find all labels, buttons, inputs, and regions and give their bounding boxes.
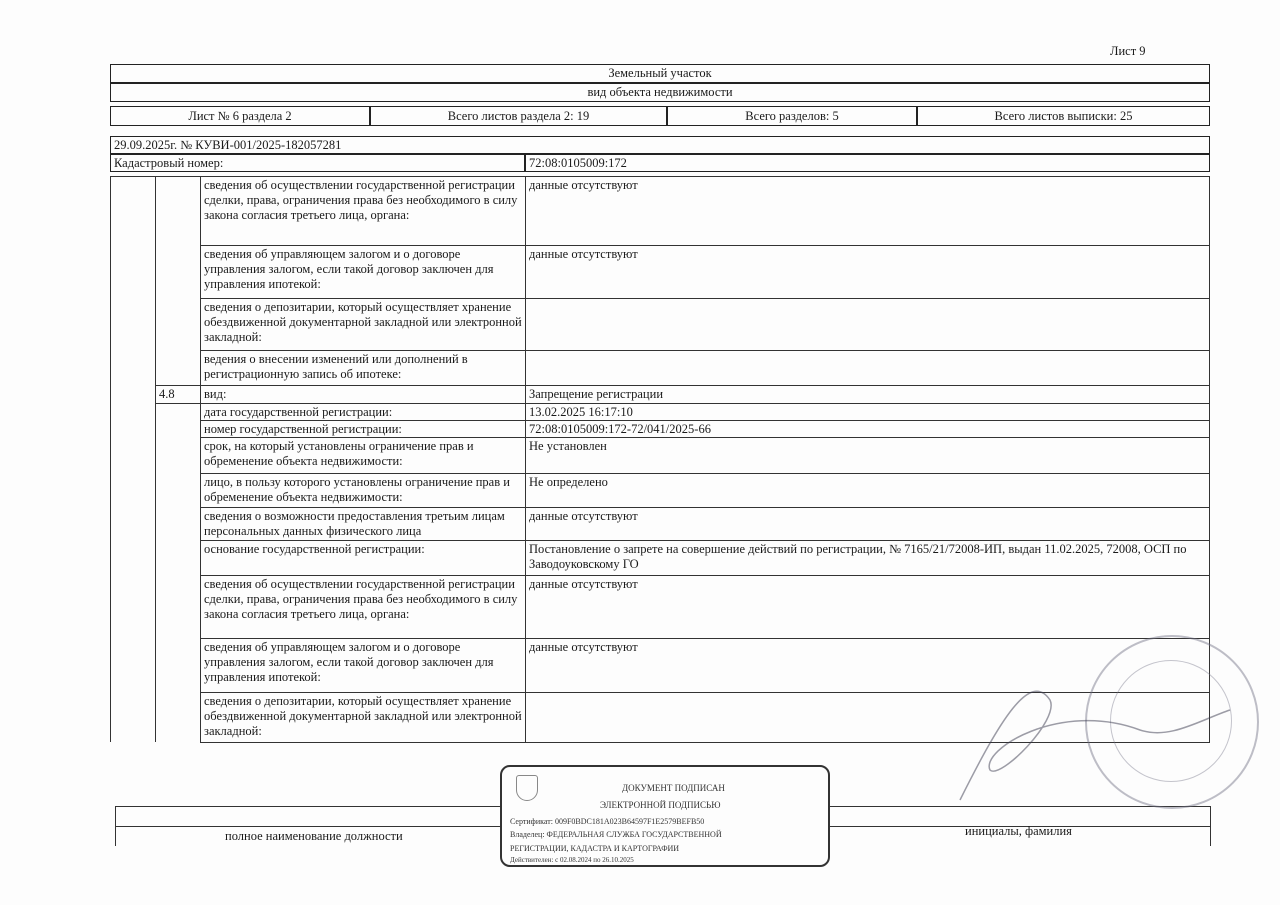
- row-label: срок, на который установлены ограничение прав и обременение объекта недвижимости:: [200, 437, 526, 474]
- e-signature-stamp: [500, 765, 830, 867]
- footer-line: [115, 806, 500, 807]
- object-type-caption: вид объекта недвижимости: [110, 83, 1210, 102]
- row-value: Запрещение регистрации: [525, 385, 1210, 404]
- name-caption: инициалы, фамилия: [965, 824, 1072, 838]
- table-col-line: [155, 176, 156, 742]
- cadastral-value: 72:08:0105009:172: [525, 154, 1210, 172]
- stamp-certificate: Сертификат: 009F0BDC181A023B64597F1E2579BEFB50: [510, 817, 705, 826]
- object-type: Земельный участок: [110, 64, 1210, 83]
- row-value: Не установлен: [525, 437, 1210, 474]
- row-value: 72:08:0105009:172-72/041/2025-66: [525, 420, 1210, 438]
- stamp-validity: Действителен: с 02.08.2024 по 26.10.2025: [510, 856, 634, 864]
- row-label: сведения о депозитарии, который осуществляет хранение обездвиженной документарной закладной или электронной закладной:: [200, 692, 526, 743]
- row-label: вид:: [200, 385, 526, 404]
- sheet-label: Лист 9: [1110, 44, 1146, 58]
- table-left-line: [110, 176, 111, 742]
- position-caption: полное наименование должности: [225, 829, 403, 843]
- row-label: лицо, в пользу которого установлены ограничение прав и обременение объекта недвижимости:: [200, 473, 526, 508]
- row-label: номер государственной регистрации:: [200, 420, 526, 438]
- row-value: [525, 350, 1210, 386]
- row-value: данные отсутствуют: [525, 507, 1210, 541]
- row-label: ведения о внесении изменений или дополнений в регистрационную запись об ипотеке:: [200, 350, 526, 386]
- row-label: сведения об управляющем залогом и о договоре управления залогом, если такой договор заключен для управления ипотекой:: [200, 638, 526, 693]
- row-label: дата государственной регистрации:: [200, 403, 526, 421]
- row-label: сведения об управляющем залогом и о договоре управления залогом, если такой договор заключен для управления ипотекой:: [200, 245, 526, 299]
- emblem-icon: [516, 775, 538, 801]
- row-value: данные отсутствуют: [525, 575, 1210, 639]
- row-value: 13.02.2025 16:17:10: [525, 403, 1210, 421]
- row-label: основание государственной регистрации:: [200, 540, 526, 576]
- sheet-number: Лист № 6 раздела 2: [110, 106, 370, 126]
- row-value: данные отсутствуют: [525, 245, 1210, 299]
- extract-sheets-total: Всего листов выписки: 25: [917, 106, 1210, 126]
- section-sheets-total: Всего листов раздела 2: 19: [370, 106, 667, 126]
- doc-number: 29.09.2025г. № КУВИ-001/2025-182057281: [110, 136, 1210, 154]
- row-label: сведения о возможности предоставления третьим лицам персональных данных физического лица: [200, 507, 526, 541]
- sections-total: Всего разделов: 5: [667, 106, 917, 126]
- row-number: 4.8: [155, 385, 201, 404]
- row-label: сведения об осуществлении государственной регистрации сделки, права, ограничения права без необходимого в силу закона согласия третьего лица, органа:: [200, 575, 526, 639]
- stamp-owner-2: РЕГИСТРАЦИИ, КАДАСТРА И КАРТОГРАФИИ: [510, 844, 680, 853]
- footer-line: [1210, 806, 1211, 846]
- footer-line: [115, 826, 500, 827]
- stamp-owner-1: Владелец: ФЕДЕРАЛЬНАЯ СЛУЖБА ГОСУДАРСТВЕННОЙ: [510, 830, 722, 839]
- row-value: данные отсутствуют: [525, 638, 1210, 693]
- row-label: сведения об осуществлении государственной регистрации сделки, права, ограничения права без необходимого в силу закона согласия третьего лица, органа:: [200, 176, 526, 246]
- row-value: данные отсутствуют: [525, 176, 1210, 246]
- stamp-title-1: ДОКУМЕНТ ПОДПИСАН: [622, 783, 725, 793]
- row-label: сведения о депозитарии, который осуществляет хранение обездвиженной документарной закладной или электронной закладной:: [200, 298, 526, 351]
- cadastral-label: Кадастровый номер:: [110, 154, 525, 172]
- stamp-title-2: ЭЛЕКТРОННОЙ ПОДПИСЬЮ: [600, 800, 721, 810]
- row-value: Не определено: [525, 473, 1210, 508]
- row-value: [525, 298, 1210, 351]
- row-value: Постановление о запрете на совершение действий по регистрации, № 7165/21/72008-ИП, выдан 11.02.2025, 72008, ОСП по Заводоуковскому ГО: [525, 540, 1210, 576]
- handwritten-signature: [940, 660, 1240, 810]
